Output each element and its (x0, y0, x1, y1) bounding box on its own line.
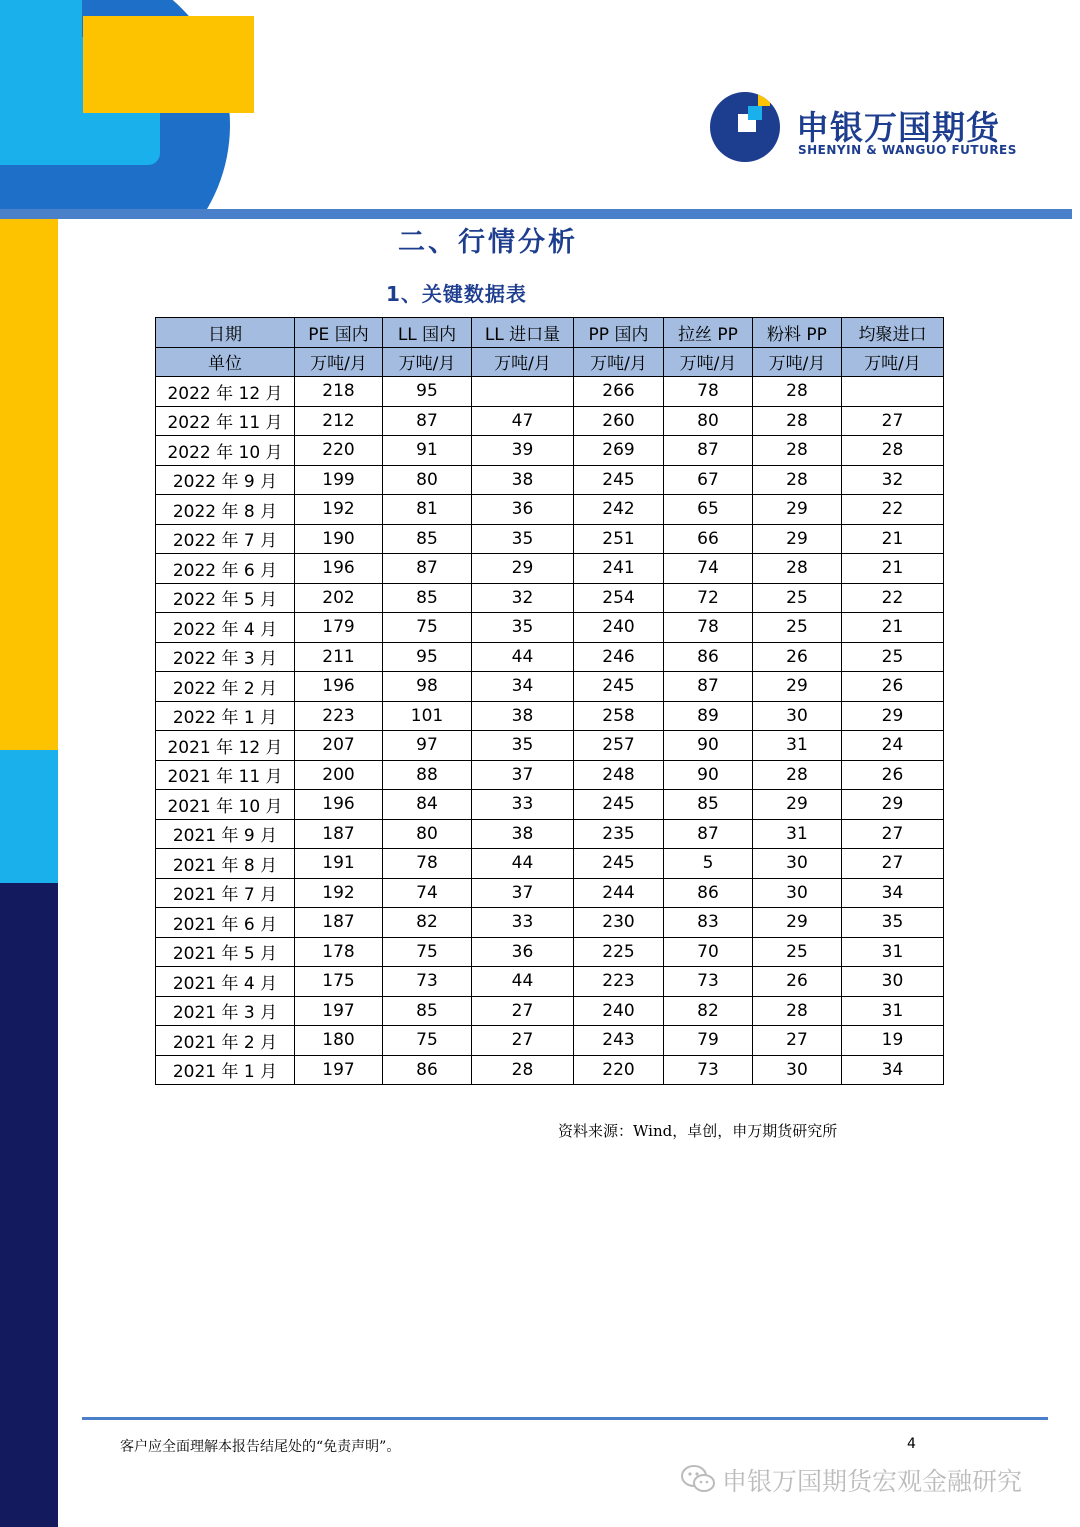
table-cell: 78 (383, 849, 472, 879)
table-row (156, 878, 944, 908)
table-cell: 2022 年 6 月 (156, 554, 295, 584)
table-cell: 70 (664, 937, 753, 967)
table-cell: 87 (664, 819, 753, 849)
table-cell: 万吨/月 (753, 347, 842, 377)
table-cell: 83 (664, 908, 753, 938)
table-cell: 178 (295, 937, 383, 967)
header-decoration-block-yellow (83, 16, 254, 113)
table-cell (472, 377, 574, 407)
table-cell: 242 (574, 495, 664, 525)
table-cell: 90 (664, 731, 753, 761)
table-cell: 207 (295, 731, 383, 761)
table-cell: 27 (753, 1026, 842, 1056)
table-cell: 28 (753, 377, 842, 407)
table-cell: 31 (753, 731, 842, 761)
table-cell: 27 (842, 406, 944, 436)
table-cell: 28 (842, 436, 944, 466)
table-cell: 万吨/月 (295, 347, 383, 377)
table-cell: 212 (295, 406, 383, 436)
table-cell: 196 (295, 554, 383, 584)
table-cell: 万吨/月 (574, 347, 664, 377)
table-cell: 21 (842, 524, 944, 554)
table-cell: 27 (472, 1026, 574, 1056)
table-cell: 245 (574, 672, 664, 702)
table-cell: 31 (842, 937, 944, 967)
table-cell: 98 (383, 672, 472, 702)
table-cell: 245 (574, 465, 664, 495)
source-note: 资料来源：Wind，卓创，申万期货研究所 (558, 1122, 838, 1140)
table-cell: 190 (295, 524, 383, 554)
table-cell: 254 (574, 583, 664, 613)
sub-title: 1、关键数据表 (386, 282, 527, 306)
table-cell: 72 (664, 583, 753, 613)
table-cell: 244 (574, 878, 664, 908)
table-cell: 82 (664, 996, 753, 1026)
table-row (156, 642, 944, 672)
table-cell: 44 (472, 967, 574, 997)
table-cell: 30 (753, 878, 842, 908)
table-cell: 29 (842, 701, 944, 731)
table-cell: 87 (664, 672, 753, 702)
table-row (156, 406, 944, 436)
table-row (156, 1026, 944, 1056)
table-cell: 5 (664, 849, 753, 879)
table-header-row (156, 318, 944, 348)
table-cell: 220 (574, 1055, 664, 1085)
table-cell: 192 (295, 878, 383, 908)
table-cell: 28 (753, 760, 842, 790)
table-cell: 36 (472, 495, 574, 525)
table-cell: 2021 年 8 月 (156, 849, 295, 879)
table-row (156, 377, 944, 407)
table-cell: 25 (753, 613, 842, 643)
table-cell: 89 (664, 701, 753, 731)
table-cell: 29 (753, 495, 842, 525)
table-cell: 197 (295, 996, 383, 1026)
table-cell: 97 (383, 731, 472, 761)
table-cell: 2021 年 7 月 (156, 878, 295, 908)
table-cell: 196 (295, 790, 383, 820)
table-cell: 25 (753, 583, 842, 613)
table-cell: 2022 年 10 月 (156, 436, 295, 466)
company-logo (710, 86, 1017, 162)
table-cell: 30 (753, 849, 842, 879)
table-cell: 266 (574, 377, 664, 407)
table-cell: 223 (295, 701, 383, 731)
table-row (156, 996, 944, 1026)
table-cell: 74 (664, 554, 753, 584)
table-cell: 2022 年 2 月 (156, 672, 295, 702)
table-cell: 88 (383, 760, 472, 790)
table-cell: 101 (383, 701, 472, 731)
table-row (156, 731, 944, 761)
table-cell: 35 (472, 731, 574, 761)
table-cell: 2022 年 7 月 (156, 524, 295, 554)
table-cell: 85 (383, 524, 472, 554)
table-cell: 27 (842, 819, 944, 849)
table-cell: 240 (574, 613, 664, 643)
table-cell: 30 (753, 1055, 842, 1085)
table-cell: 万吨/月 (842, 347, 944, 377)
table-cell: 175 (295, 967, 383, 997)
table-cell: 196 (295, 672, 383, 702)
table-cell: 33 (472, 908, 574, 938)
table-row (156, 583, 944, 613)
table-cell: 万吨/月 (472, 347, 574, 377)
table-cell: 38 (472, 701, 574, 731)
table-cell: 2022 年 11 月 (156, 406, 295, 436)
table-cell: 248 (574, 760, 664, 790)
table-cell: 34 (472, 672, 574, 702)
table-cell: 240 (574, 996, 664, 1026)
table-cell: 192 (295, 495, 383, 525)
table-cell: 73 (664, 967, 753, 997)
table-cell: 2021 年 1 月 (156, 1055, 295, 1085)
table-cell: 78 (664, 377, 753, 407)
table-cell: 245 (574, 849, 664, 879)
table-cell: 29 (753, 790, 842, 820)
key-data-table (155, 317, 944, 1085)
table-row (156, 937, 944, 967)
table-cell: 191 (295, 849, 383, 879)
table-cell: 27 (472, 996, 574, 1026)
table-cell: 2021 年 3 月 (156, 996, 295, 1026)
table-cell: 67 (664, 465, 753, 495)
table-cell: 29 (753, 672, 842, 702)
disclaimer-text: 客户应全面理解本报告结尾处的“免责声明”。 (120, 1439, 401, 1455)
table-cell: 32 (842, 465, 944, 495)
table-cell: 243 (574, 1026, 664, 1056)
table-cell: 34 (842, 1055, 944, 1085)
table-cell: 95 (383, 642, 472, 672)
table-cell: 246 (574, 642, 664, 672)
table-cell: 82 (383, 908, 472, 938)
table-cell: PP 国内 (574, 318, 664, 348)
table-cell: 44 (472, 849, 574, 879)
table-cell (842, 377, 944, 407)
table-cell: 87 (383, 554, 472, 584)
table-cell: 29 (842, 790, 944, 820)
table-cell: 258 (574, 701, 664, 731)
table-cell: 73 (664, 1055, 753, 1085)
table-cell: 180 (295, 1026, 383, 1056)
table-row (156, 1055, 944, 1085)
page-number: 4 (907, 1436, 916, 1452)
side-stripe-yellow (0, 219, 58, 750)
table-cell: LL 进口量 (472, 318, 574, 348)
table-cell: 65 (664, 495, 753, 525)
table-cell: 85 (383, 996, 472, 1026)
table-cell: 26 (753, 642, 842, 672)
table-row (156, 495, 944, 525)
table-cell: 22 (842, 583, 944, 613)
table-cell: 80 (383, 819, 472, 849)
table-cell: 30 (753, 701, 842, 731)
table-cell: 73 (383, 967, 472, 997)
table-row (156, 849, 944, 879)
table-cell: 39 (472, 436, 574, 466)
table-row (156, 701, 944, 731)
table-cell: 199 (295, 465, 383, 495)
table-cell: 81 (383, 495, 472, 525)
table-cell: 24 (842, 731, 944, 761)
table-cell: 29 (753, 524, 842, 554)
table-cell: 28 (753, 554, 842, 584)
table-units-row (156, 347, 944, 377)
table-cell: 单位 (156, 347, 295, 377)
table-cell: 2021 年 2 月 (156, 1026, 295, 1056)
table-cell: 29 (753, 908, 842, 938)
table-cell: 21 (842, 613, 944, 643)
table-cell: 79 (664, 1026, 753, 1056)
table-cell: 75 (383, 1026, 472, 1056)
table-cell: 35 (842, 908, 944, 938)
table-cell: 28 (753, 406, 842, 436)
table-cell: 31 (842, 996, 944, 1026)
table-cell: 245 (574, 790, 664, 820)
table-row (156, 524, 944, 554)
table-cell: 2022 年 1 月 (156, 701, 295, 731)
table-cell: 86 (383, 1055, 472, 1085)
table-cell: LL 国内 (383, 318, 472, 348)
table-cell: 86 (664, 878, 753, 908)
table-cell: 269 (574, 436, 664, 466)
table-cell: 218 (295, 377, 383, 407)
table-cell: 37 (472, 760, 574, 790)
table-cell: 85 (383, 583, 472, 613)
table-cell: 260 (574, 406, 664, 436)
table-cell: 197 (295, 1055, 383, 1085)
table-cell: 251 (574, 524, 664, 554)
table-cell: 78 (664, 613, 753, 643)
table-cell: 84 (383, 790, 472, 820)
table-cell: 2022 年 5 月 (156, 583, 295, 613)
table-cell: 22 (842, 495, 944, 525)
table-cell: 2021 年 5 月 (156, 937, 295, 967)
table-cell: 75 (383, 937, 472, 967)
table-cell: 74 (383, 878, 472, 908)
table-row (156, 554, 944, 584)
table-cell: 223 (574, 967, 664, 997)
table-cell: 2021 年 9 月 (156, 819, 295, 849)
table-cell: 211 (295, 642, 383, 672)
logo-emblem-icon (710, 92, 780, 162)
table-cell: 21 (842, 554, 944, 584)
table-row (156, 672, 944, 702)
table-cell: 87 (383, 406, 472, 436)
table-cell: 2022 年 3 月 (156, 642, 295, 672)
table-cell: 26 (842, 760, 944, 790)
section-title: 二、行情分析 (398, 227, 578, 258)
table-cell: 35 (472, 524, 574, 554)
table-cell: 均聚进口 (842, 318, 944, 348)
table-cell: 2022 年 4 月 (156, 613, 295, 643)
table-cell: 日期 (156, 318, 295, 348)
table-cell: 2021 年 12 月 (156, 731, 295, 761)
table-cell: 38 (472, 819, 574, 849)
table-cell: 47 (472, 406, 574, 436)
table-cell: 36 (472, 937, 574, 967)
header-rule (0, 209, 1072, 219)
table-row (156, 790, 944, 820)
table-row (156, 436, 944, 466)
table-cell: 31 (753, 819, 842, 849)
table-row (156, 760, 944, 790)
table-cell: 80 (664, 406, 753, 436)
table-cell: 86 (664, 642, 753, 672)
table-cell: 拉丝 PP (664, 318, 753, 348)
logo-name-cn: 申银万国期货 (796, 108, 1000, 147)
table-cell: 粉料 PP (753, 318, 842, 348)
table-cell: 91 (383, 436, 472, 466)
table-cell: 2021 年 6 月 (156, 908, 295, 938)
table-cell: 2021 年 11 月 (156, 760, 295, 790)
table-cell: 44 (472, 642, 574, 672)
table-cell: 187 (295, 819, 383, 849)
table-cell: 35 (472, 613, 574, 643)
table-cell: 26 (842, 672, 944, 702)
table-row (156, 908, 944, 938)
table-cell: 26 (753, 967, 842, 997)
table-cell: 235 (574, 819, 664, 849)
wechat-icon (680, 1464, 716, 1494)
table-cell: 225 (574, 937, 664, 967)
table-cell: 19 (842, 1026, 944, 1056)
table-cell: 187 (295, 908, 383, 938)
side-stripe-navy (0, 883, 58, 1527)
table-cell: 28 (472, 1055, 574, 1085)
table-cell: 2022 年 8 月 (156, 495, 295, 525)
table-row (156, 967, 944, 997)
table-cell: PE 国内 (295, 318, 383, 348)
table-cell: 66 (664, 524, 753, 554)
table-cell: 2021 年 10 月 (156, 790, 295, 820)
table-cell: 33 (472, 790, 574, 820)
table-cell: 257 (574, 731, 664, 761)
table-cell: 28 (753, 996, 842, 1026)
table-cell: 28 (753, 465, 842, 495)
table-cell: 80 (383, 465, 472, 495)
footer-rule (82, 1417, 1048, 1420)
table-row (156, 613, 944, 643)
table-cell: 220 (295, 436, 383, 466)
table-cell: 85 (664, 790, 753, 820)
table-row (156, 465, 944, 495)
table-cell: 38 (472, 465, 574, 495)
watermark-text: 申银万国期货宏观金融研究 (722, 1467, 1023, 1496)
table-cell: 2022 年 12 月 (156, 377, 295, 407)
table-cell: 200 (295, 760, 383, 790)
table-cell: 2022 年 9 月 (156, 465, 295, 495)
table-cell: 34 (842, 878, 944, 908)
table-cell: 28 (753, 436, 842, 466)
table-cell: 230 (574, 908, 664, 938)
table-cell: 75 (383, 613, 472, 643)
side-stripe-blue (0, 750, 58, 883)
table-row (156, 819, 944, 849)
table-cell: 95 (383, 377, 472, 407)
table-cell: 179 (295, 613, 383, 643)
table-cell: 25 (842, 642, 944, 672)
table-cell: 202 (295, 583, 383, 613)
table-cell: 万吨/月 (664, 347, 753, 377)
table-cell: 2021 年 4 月 (156, 967, 295, 997)
table-cell: 37 (472, 878, 574, 908)
table-cell: 87 (664, 436, 753, 466)
table-cell: 25 (753, 937, 842, 967)
table-cell: 30 (842, 967, 944, 997)
table-cell: 241 (574, 554, 664, 584)
table-cell: 27 (842, 849, 944, 879)
table-cell: 万吨/月 (383, 347, 472, 377)
table-cell: 32 (472, 583, 574, 613)
logo-name-en: SHENYIN & WANGUO FUTURES (798, 143, 1017, 157)
table-cell: 90 (664, 760, 753, 790)
table-cell: 29 (472, 554, 574, 584)
